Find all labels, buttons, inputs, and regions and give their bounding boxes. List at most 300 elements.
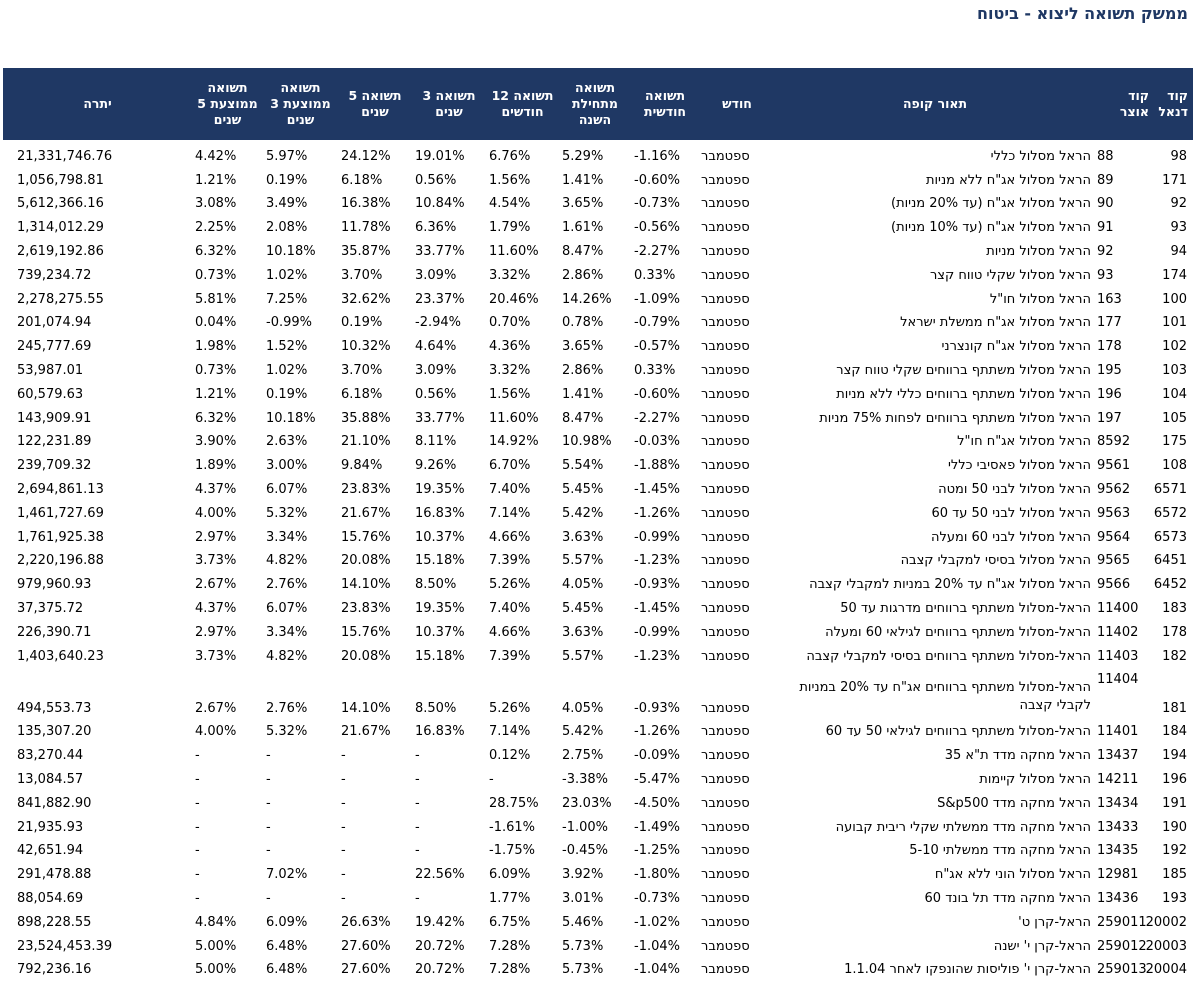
header-description[interactable]: תאור קופה	[775, 68, 1095, 140]
cell-code-otsar: 11401	[1097, 724, 1139, 740]
cell-description: הראל מסלול משתתף ברווחים שקלי טווח קצר	[836, 362, 1091, 378]
cell-avg-5y-return: 5.81%	[195, 291, 237, 307]
cell-monthly-return: -0.73%	[634, 890, 680, 906]
cell-12m-return: 3.32%	[489, 362, 531, 378]
cell-5y-return: 14.10%	[341, 700, 391, 716]
cell-5y-return: 24.12%	[341, 148, 391, 164]
cell-avg-5y-return: 3.90%	[195, 434, 237, 450]
cell-12m-return: 7.39%	[489, 648, 531, 664]
cell-avg-5y-return: -	[195, 748, 200, 764]
cell-avg-3y-return: 5.32%	[266, 724, 308, 740]
cell-12m-return: 1.56%	[489, 386, 531, 402]
cell-balance: 42,651.94	[17, 843, 84, 859]
table-body	[3, 140, 1193, 977]
cell-monthly-return: -2.27%	[634, 410, 680, 426]
table-row[interactable]	[3, 930, 1193, 954]
cell-description: הראל מסלול לבני 60 ומעלה	[931, 529, 1091, 545]
table-row[interactable]	[3, 235, 1193, 259]
cell-month: ספטמבר	[701, 553, 750, 569]
cell-ytd-return: -1.00%	[562, 819, 608, 835]
cell-code-otsar: 14211	[1097, 771, 1139, 787]
cell-description: הראל-קרן ט'	[1018, 914, 1091, 930]
cell-12m-return: 20.46%	[489, 291, 539, 307]
cell-code-dan: 102	[1162, 339, 1187, 355]
cell-avg-5y-return: 0.73%	[195, 362, 237, 378]
cell-ytd-return: 1.61%	[562, 220, 604, 236]
cell-ytd-return: 3.01%	[562, 890, 604, 906]
cell-code-dan: 171	[1162, 172, 1187, 188]
cell-avg-3y-return: 0.19%	[266, 172, 308, 188]
cell-balance: 1,314,012.29	[17, 220, 104, 236]
cell-avg-5y-return: 4.42%	[195, 148, 237, 164]
cell-monthly-return: -5.47%	[634, 771, 680, 787]
cell-3y-return: 15.18%	[415, 648, 465, 664]
cell-5y-return: -	[341, 843, 346, 859]
cell-ytd-return: 3.65%	[562, 196, 604, 212]
cell-monthly-return: -0.57%	[634, 339, 680, 355]
cell-avg-5y-return: 1.21%	[195, 172, 237, 188]
cell-month: ספטמבר	[701, 529, 750, 545]
cell-5y-return: 20.08%	[341, 648, 391, 664]
cell-month: ספטמבר	[701, 481, 750, 497]
cell-5y-return: 21.67%	[341, 505, 391, 521]
cell-5y-return: -	[341, 795, 346, 811]
cell-month: ספטמבר	[701, 843, 750, 859]
cell-code-dan: 185	[1162, 867, 1187, 883]
cell-code-otsar: 9566	[1097, 577, 1131, 593]
cell-code-dan: 183	[1162, 600, 1187, 616]
cell-month: ספטמבר	[701, 819, 750, 835]
cell-description: הראל מסלול לבני 50 עד 60	[931, 505, 1091, 521]
cell-12m-return: -1.61%	[489, 819, 535, 835]
cell-month: ספטמבר	[701, 410, 750, 426]
cell-code-otsar: 9563	[1097, 505, 1131, 521]
cell-balance: 53,987.01	[17, 362, 84, 378]
table-row[interactable]	[3, 307, 1193, 331]
cell-avg-5y-return: -	[195, 890, 200, 906]
cell-monthly-return: -0.93%	[634, 700, 680, 716]
cell-3y-return: 6.36%	[415, 220, 457, 236]
cell-avg-3y-return: -	[266, 819, 271, 835]
cell-monthly-return: 0.33%	[634, 362, 676, 378]
cell-5y-return: 15.76%	[341, 529, 391, 545]
cell-code-otsar: 13433	[1097, 819, 1139, 835]
cell-code-dan: 178	[1162, 624, 1187, 640]
cell-balance: 1,461,727.69	[17, 505, 104, 521]
cell-5y-return: -	[341, 819, 346, 835]
header-3y-return[interactable]: תשואה 3 שנים	[412, 68, 486, 140]
header-5y-return[interactable]: תשואה 5 שנים	[338, 68, 412, 140]
table-row[interactable]	[3, 330, 1193, 354]
cell-3y-return: 0.56%	[415, 172, 457, 188]
cell-12m-return: 4.54%	[489, 196, 531, 212]
cell-avg-5y-return: 0.73%	[195, 267, 237, 283]
cell-12m-return: 7.39%	[489, 553, 531, 569]
cell-month: ספטמבר	[701, 577, 750, 593]
cell-ytd-return: 4.05%	[562, 700, 604, 716]
table-row[interactable]	[3, 858, 1193, 882]
cell-avg-3y-return: 2.08%	[266, 220, 308, 236]
cell-month: ספטמבר	[701, 362, 750, 378]
cell-code-otsar: 11400	[1097, 600, 1139, 616]
cell-3y-return: 4.64%	[415, 339, 457, 355]
cell-3y-return: -2.94%	[415, 315, 461, 331]
cell-5y-return: 16.38%	[341, 196, 391, 212]
cell-code-dan: 105	[1162, 410, 1187, 426]
cell-code-dan: 20002	[1145, 914, 1187, 930]
cell-avg-3y-return: 6.48%	[266, 962, 308, 978]
cell-month: ספטמבר	[701, 700, 750, 716]
cell-ytd-return: 3.65%	[562, 339, 604, 355]
cell-3y-return: 33.77%	[415, 410, 465, 426]
table-row[interactable]	[3, 616, 1193, 640]
cell-ytd-return: 5.45%	[562, 600, 604, 616]
cell-5y-return: 26.63%	[341, 914, 391, 930]
cell-avg-3y-return: -	[266, 843, 271, 859]
cell-5y-return: 14.10%	[341, 577, 391, 593]
cell-balance: 143,909.91	[17, 410, 92, 426]
cell-ytd-return: 8.47%	[562, 410, 604, 426]
cell-balance: 2,619,192.86	[17, 243, 104, 259]
cell-balance: 88,054.69	[17, 890, 84, 906]
cell-month: ספטמבר	[701, 196, 750, 212]
cell-avg-3y-return: 3.49%	[266, 196, 308, 212]
cell-3y-return: 8.50%	[415, 700, 457, 716]
table-row[interactable]	[3, 811, 1193, 835]
table-row[interactable]	[3, 882, 1193, 906]
cell-balance: 494,553.73	[17, 700, 92, 716]
table-row[interactable]	[3, 283, 1193, 307]
cell-balance: 226,390.71	[17, 624, 92, 640]
cell-balance: 13,084.57	[17, 771, 84, 787]
cell-code-dan: 6451	[1153, 553, 1187, 569]
header-monthly-return[interactable]: תשואה חודשית	[631, 68, 699, 140]
cell-ytd-return: 0.78%	[562, 315, 604, 331]
cell-ytd-return: 10.98%	[562, 434, 612, 450]
cell-monthly-return: -1.04%	[634, 962, 680, 978]
cell-month: ספטמבר	[701, 458, 750, 474]
cell-code-dan: 101	[1162, 315, 1187, 331]
cell-avg-5y-return: 3.73%	[195, 553, 237, 569]
cell-description: הראל מסלול משתתף ברווחים כללי ללא מניות	[836, 386, 1091, 402]
cell-avg-5y-return: 5.00%	[195, 962, 237, 978]
table-row[interactable]	[3, 954, 1193, 978]
cell-avg-5y-return: 1.21%	[195, 386, 237, 402]
cell-3y-return: 3.09%	[415, 362, 457, 378]
cell-description: הראל מסלול חו"ל	[989, 291, 1091, 307]
cell-description: הראל מסלול אג"ח ללא מניות	[925, 172, 1091, 188]
cell-avg-3y-return: 2.63%	[266, 434, 308, 450]
cell-monthly-return: -1.45%	[634, 481, 680, 497]
table-row[interactable]	[3, 402, 1193, 426]
table-row[interactable]	[3, 763, 1193, 787]
cell-avg-3y-return: 7.25%	[266, 291, 308, 307]
cell-month: ספטמבר	[701, 648, 750, 664]
cell-12m-return: 1.56%	[489, 172, 531, 188]
cell-avg-5y-return: 2.67%	[195, 700, 237, 716]
cell-avg-5y-return: 2.25%	[195, 220, 237, 236]
header-12m-return[interactable]: תשואה 12 חודשים	[486, 68, 559, 140]
cell-12m-return: 6.09%	[489, 867, 531, 883]
cell-monthly-return: -0.99%	[634, 624, 680, 640]
cell-code-dan: 181	[1162, 700, 1187, 716]
cell-ytd-return: 14.26%	[562, 291, 612, 307]
cell-3y-return: 9.26%	[415, 458, 457, 474]
cell-avg-5y-return: 5.00%	[195, 938, 237, 954]
table-row[interactable]	[3, 140, 1193, 164]
table-row[interactable]	[3, 835, 1193, 859]
cell-monthly-return: -1.25%	[634, 843, 680, 859]
cell-code-dan: 175	[1162, 434, 1187, 450]
cell-description: הראל מסלול לבני 50 ומטה	[938, 481, 1091, 497]
cell-5y-return: 6.18%	[341, 172, 383, 188]
cell-5y-return: 9.84%	[341, 458, 383, 474]
cell-balance: 60,579.63	[17, 386, 84, 402]
cell-3y-return: 10.37%	[415, 624, 465, 640]
cell-5y-return: 21.10%	[341, 434, 391, 450]
cell-code-otsar: 259011	[1097, 914, 1147, 930]
cell-ytd-return: 5.73%	[562, 938, 604, 954]
cell-5y-return: 6.18%	[341, 386, 383, 402]
cell-avg-5y-return: 2.97%	[195, 624, 237, 640]
cell-3y-return: 20.72%	[415, 938, 465, 954]
cell-code-dan: 98	[1170, 148, 1187, 164]
table-row[interactable]	[3, 664, 1193, 716]
cell-ytd-return: 5.45%	[562, 481, 604, 497]
cell-12m-return: 5.26%	[489, 700, 531, 716]
cell-ytd-return: 5.54%	[562, 458, 604, 474]
cell-month: ספטמבר	[701, 339, 750, 355]
cell-month: ספטמבר	[701, 748, 750, 764]
cell-code-dan: 190	[1162, 819, 1187, 835]
cell-ytd-return: 5.29%	[562, 148, 604, 164]
cell-code-otsar: 91	[1097, 220, 1114, 236]
cell-description: הראל מסלול אג"ח חו"ל	[957, 434, 1091, 450]
cell-ytd-return: 23.03%	[562, 795, 612, 811]
cell-description: הראל מסלול הוני ללא אג"ח	[934, 867, 1091, 883]
header-avg-5y-return[interactable]: תשואה ממוצעת 5 שנים	[192, 68, 263, 140]
cell-3y-return: 19.42%	[415, 914, 465, 930]
table-row[interactable]	[3, 739, 1193, 763]
cell-description: הראל מסלול משתתף ברווחים לפחות 75% מניות	[819, 410, 1091, 426]
cell-code-dan: 6572	[1153, 505, 1187, 521]
cell-12m-return: 0.70%	[489, 315, 531, 331]
cell-avg-3y-return: 1.52%	[266, 339, 308, 355]
cell-balance: 1,761,925.38	[17, 529, 104, 545]
cell-code-dan: 193	[1162, 890, 1187, 906]
cell-ytd-return: 5.73%	[562, 962, 604, 978]
cell-12m-return: 14.92%	[489, 434, 539, 450]
cell-monthly-return: -1.02%	[634, 914, 680, 930]
cell-code-otsar: 13436	[1097, 890, 1139, 906]
header-month[interactable]: חודש	[699, 68, 775, 140]
cell-12m-return: 4.66%	[489, 624, 531, 640]
cell-month: ספטמבר	[701, 962, 750, 978]
cell-month: ספטמבר	[701, 771, 750, 787]
cell-3y-return: 23.37%	[415, 291, 465, 307]
cell-month: ספטמבר	[701, 867, 750, 883]
cell-code-otsar: 9561	[1097, 458, 1131, 474]
cell-avg-5y-return: 0.04%	[195, 315, 237, 331]
table-row[interactable]	[3, 787, 1193, 811]
cell-avg-3y-return: -	[266, 890, 271, 906]
cell-avg-5y-return: 4.00%	[195, 724, 237, 740]
table-row[interactable]	[3, 211, 1193, 235]
header-code-otsar[interactable]: קוד אוצר	[1095, 68, 1153, 140]
cell-avg-5y-return: 1.89%	[195, 458, 237, 474]
table-row[interactable]	[3, 164, 1193, 188]
cell-ytd-return: 5.57%	[562, 553, 604, 569]
cell-12m-return: 6.70%	[489, 458, 531, 474]
table-row[interactable]	[3, 426, 1193, 450]
cell-description: הראל-מסלול משתתף ברווחים לגילאי 50 עד 60	[825, 724, 1091, 740]
cell-month: ספטמבר	[701, 243, 750, 259]
cell-description: הראל-מסלול משתתף ברווחים מדרגות עד 50	[840, 600, 1091, 616]
table-row[interactable]	[3, 640, 1193, 664]
cell-code-otsar: 9564	[1097, 529, 1131, 545]
cell-month: ספטמבר	[701, 505, 750, 521]
table-row[interactable]	[3, 473, 1193, 497]
cell-description: הראל מחקה מדד ממשלתי שקלי ריבית קבועה	[835, 819, 1091, 835]
cell-month: ספטמבר	[701, 914, 750, 930]
cell-monthly-return: -1.09%	[634, 291, 680, 307]
cell-code-otsar: 196	[1097, 386, 1122, 402]
cell-monthly-return: -0.56%	[634, 220, 680, 236]
cell-5y-return: 3.70%	[341, 362, 383, 378]
cell-5y-return: 21.67%	[341, 724, 391, 740]
cell-3y-return: 3.09%	[415, 267, 457, 283]
cell-avg-5y-return: -	[195, 819, 200, 835]
cell-avg-5y-return: -	[195, 771, 200, 787]
cell-balance: 2,694,861.13	[17, 481, 104, 497]
cell-monthly-return: -0.79%	[634, 315, 680, 331]
cell-5y-return: -	[341, 867, 346, 883]
header-avg-3y-return[interactable]: תשואה ממוצעת 3 שנים	[263, 68, 338, 140]
cell-code-otsar: 13437	[1097, 748, 1139, 764]
cell-month: ספטמבר	[701, 600, 750, 616]
header-balance[interactable]: יתרה	[3, 68, 192, 140]
cell-avg-5y-return: 4.37%	[195, 600, 237, 616]
cell-ytd-return: 5.46%	[562, 914, 604, 930]
header-row	[3, 68, 1193, 140]
table-row[interactable]	[3, 545, 1193, 569]
table-row[interactable]	[3, 906, 1193, 930]
cell-3y-return: 0.56%	[415, 386, 457, 402]
cell-monthly-return: 0.33%	[634, 267, 676, 283]
cell-avg-3y-return: -0.99%	[266, 315, 312, 331]
table-row[interactable]	[3, 592, 1193, 616]
cell-monthly-return: -0.99%	[634, 529, 680, 545]
cell-monthly-return: -0.60%	[634, 386, 680, 402]
cell-5y-return: 35.87%	[341, 243, 391, 259]
cell-12m-return: 6.75%	[489, 914, 531, 930]
cell-avg-3y-return: 4.82%	[266, 553, 308, 569]
cell-code-dan: 184	[1162, 724, 1187, 740]
cell-balance: 21,935.93	[17, 819, 84, 835]
cell-month: ספטמבר	[701, 434, 750, 450]
cell-description: הראל מסלול אג"ח (עד 20% מניות)	[891, 196, 1091, 212]
cell-code-otsar: 88	[1097, 148, 1114, 164]
cell-month: ספטמבר	[701, 267, 750, 283]
table-row[interactable]	[3, 449, 1193, 473]
cell-month: ספטמבר	[701, 172, 750, 188]
cell-ytd-return: 1.41%	[562, 386, 604, 402]
cell-monthly-return: -1.04%	[634, 938, 680, 954]
table-row[interactable]	[3, 188, 1193, 212]
cell-monthly-return: -1.88%	[634, 458, 680, 474]
cell-5y-return: 3.70%	[341, 267, 383, 283]
table-row[interactable]	[3, 716, 1193, 740]
header-code-dan[interactable]: קוד דנאל	[1153, 68, 1193, 140]
cell-3y-return: -	[415, 843, 420, 859]
cell-balance: 2,220,196.88	[17, 553, 104, 569]
cell-balance: 841,882.90	[17, 795, 92, 811]
cell-description: הראל מסלול אג"ח עד 20% במניות למקבלי קצבה	[809, 577, 1091, 593]
cell-3y-return: 16.83%	[415, 505, 465, 521]
returns-table	[3, 68, 1193, 977]
table-row[interactable]	[3, 354, 1193, 378]
cell-avg-3y-return: 0.19%	[266, 386, 308, 402]
cell-avg-3y-return: 5.97%	[266, 148, 308, 164]
cell-code-dan: 92	[1170, 196, 1187, 212]
cell-avg-5y-return: 4.37%	[195, 481, 237, 497]
header-ytd-return[interactable]: תשואה מתחילת השנה	[559, 68, 631, 140]
cell-12m-return: 1.77%	[489, 890, 531, 906]
cell-description: הראל מחקה מדד תל בונד 60	[924, 890, 1091, 906]
cell-month: ספטמבר	[701, 220, 750, 236]
cell-avg-5y-return: -	[195, 843, 200, 859]
cell-3y-return: 33.77%	[415, 243, 465, 259]
table-row[interactable]	[3, 521, 1193, 545]
cell-ytd-return: 2.75%	[562, 748, 604, 764]
table-row[interactable]	[3, 378, 1193, 402]
cell-12m-return: 0.12%	[489, 748, 531, 764]
cell-balance: 792,236.16	[17, 962, 92, 978]
cell-5y-return: 23.83%	[341, 600, 391, 616]
cell-balance: 23,524,453.39	[17, 938, 113, 954]
cell-balance: 979,960.93	[17, 577, 92, 593]
cell-code-otsar: 163	[1097, 291, 1122, 307]
cell-12m-return: 1.79%	[489, 220, 531, 236]
cell-description: הראל-מסלול משתתף ברווחים אג"ח עד 20% במניות לקבלי קצבה	[799, 680, 1091, 714]
cell-monthly-return: -0.73%	[634, 196, 680, 212]
cell-3y-return: 15.18%	[415, 553, 465, 569]
cell-description: הראל-קרן י' ישנה	[993, 938, 1091, 954]
cell-12m-return: -	[489, 771, 494, 787]
table-row[interactable]	[3, 568, 1193, 592]
cell-12m-return: 7.40%	[489, 481, 531, 497]
cell-3y-return: 16.83%	[415, 724, 465, 740]
cell-ytd-return: 8.47%	[562, 243, 604, 259]
cell-balance: 83,270.44	[17, 748, 84, 764]
cell-monthly-return: -1.23%	[634, 648, 680, 664]
cell-code-otsar: 8592	[1097, 434, 1131, 450]
cell-12m-return: 28.75%	[489, 795, 539, 811]
cell-balance: 245,777.69	[17, 339, 92, 355]
table-row[interactable]	[3, 497, 1193, 521]
cell-code-dan: 192	[1162, 843, 1187, 859]
table-row[interactable]	[3, 259, 1193, 283]
cell-avg-3y-return: 4.82%	[266, 648, 308, 664]
cell-avg-3y-return: -	[266, 771, 271, 787]
cell-code-otsar: 197	[1097, 410, 1122, 426]
cell-avg-3y-return: 1.02%	[266, 362, 308, 378]
cell-avg-5y-return: 6.32%	[195, 243, 237, 259]
page-title: ממשק תשואה ליצוא - ביטוח	[977, 4, 1188, 23]
cell-3y-return: -	[415, 795, 420, 811]
cell-code-otsar: 13434	[1097, 795, 1139, 811]
cell-3y-return: -	[415, 890, 420, 906]
